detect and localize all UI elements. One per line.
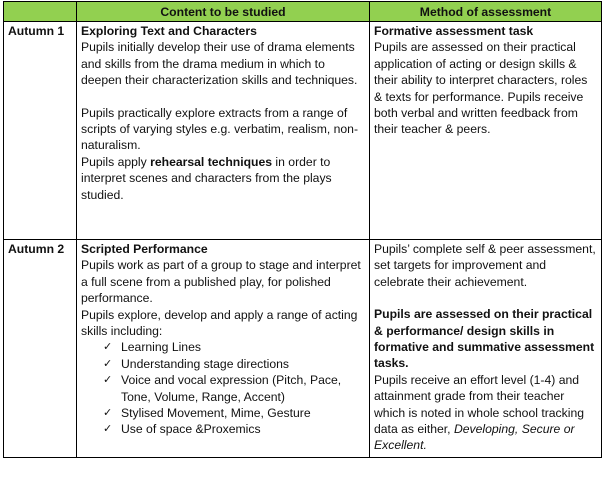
method-cell [370,240,602,458]
check-icon: ✓ [103,356,113,370]
header-row [4,2,602,22]
content-paragraph: Pupils initially develop their use of drama elements and skills from the drama medium in which to deepen their characterization skills and techniques. [81,40,358,88]
content-cell [77,240,370,458]
skills-list [81,339,365,437]
content-paragraph: Pupils practically explore extracts from a range of scripts of varying styles e.g. verbatim, realism, non-naturalism. [81,105,359,153]
check-icon: ✓ [103,373,113,387]
list-item: ✓ Voice and vocal expression (Pitch, Pace, Tone, Volume, Range, Accent) [103,373,342,404]
curriculum-table [3,1,602,458]
list-item: ✓ Learning Lines [103,340,201,355]
content-paragraph: Pupils work as part of a group to stage and interpret a full scene from a published play, for polished performance. [81,258,361,306]
term-cell: Autumn 2 [4,240,77,458]
header-method-assessment: Method of assessment [370,2,602,22]
content-title: Exploring Text and Characters [81,24,257,38]
header-empty-cell [4,2,77,22]
table-row-autumn-2 [4,240,602,458]
method-paragraph: Pupils are assessed on their practical application of acting or design skills & their ability to interpret characters, roles & texts for performance. Pupils receive both verbal and written feedback from their teacher & peers. [374,40,588,137]
check-icon: ✓ [103,340,113,354]
method-title: Formative assessment task [374,24,534,38]
table-row-autumn-1 [4,22,602,240]
check-icon: ✓ [103,422,113,436]
content-cell [77,22,370,240]
list-item: ✓ Stylised Movement, Mime, Gesture [103,406,311,421]
check-icon: ✓ [103,406,113,420]
content-paragraph: Pupils explore, develop and apply a range of acting skills including: [81,307,358,339]
curriculum-document [3,1,601,458]
method-paragraph: Pupils’ complete self & peer assessment, set targets for improvement and celebrate their achievement. [374,242,596,289]
header-content-studied: Content to be studied [77,2,370,22]
method-paragraph-bold: Pupils are assessed on their practical & performance/ design skills in formative and summative assessment tasks. [374,307,595,371]
method-paragraph: Pupils receive an effort level (1-4) and attainment grade from their teacher which is noted in whole school tracking data as either, Developing, Secure or Excellent. [374,372,585,453]
content-title: Scripted Performance [81,242,208,256]
content-paragraph: Pupils apply rehearsal techniques in order to interpret scenes and characters from the plays studied. [81,154,332,202]
list-item: ✓ Understanding stage directions [103,356,290,371]
term-cell: Autumn 1 [4,22,77,240]
method-cell [370,22,602,240]
list-item: ✓ Use of space &Proxemics [103,422,261,437]
